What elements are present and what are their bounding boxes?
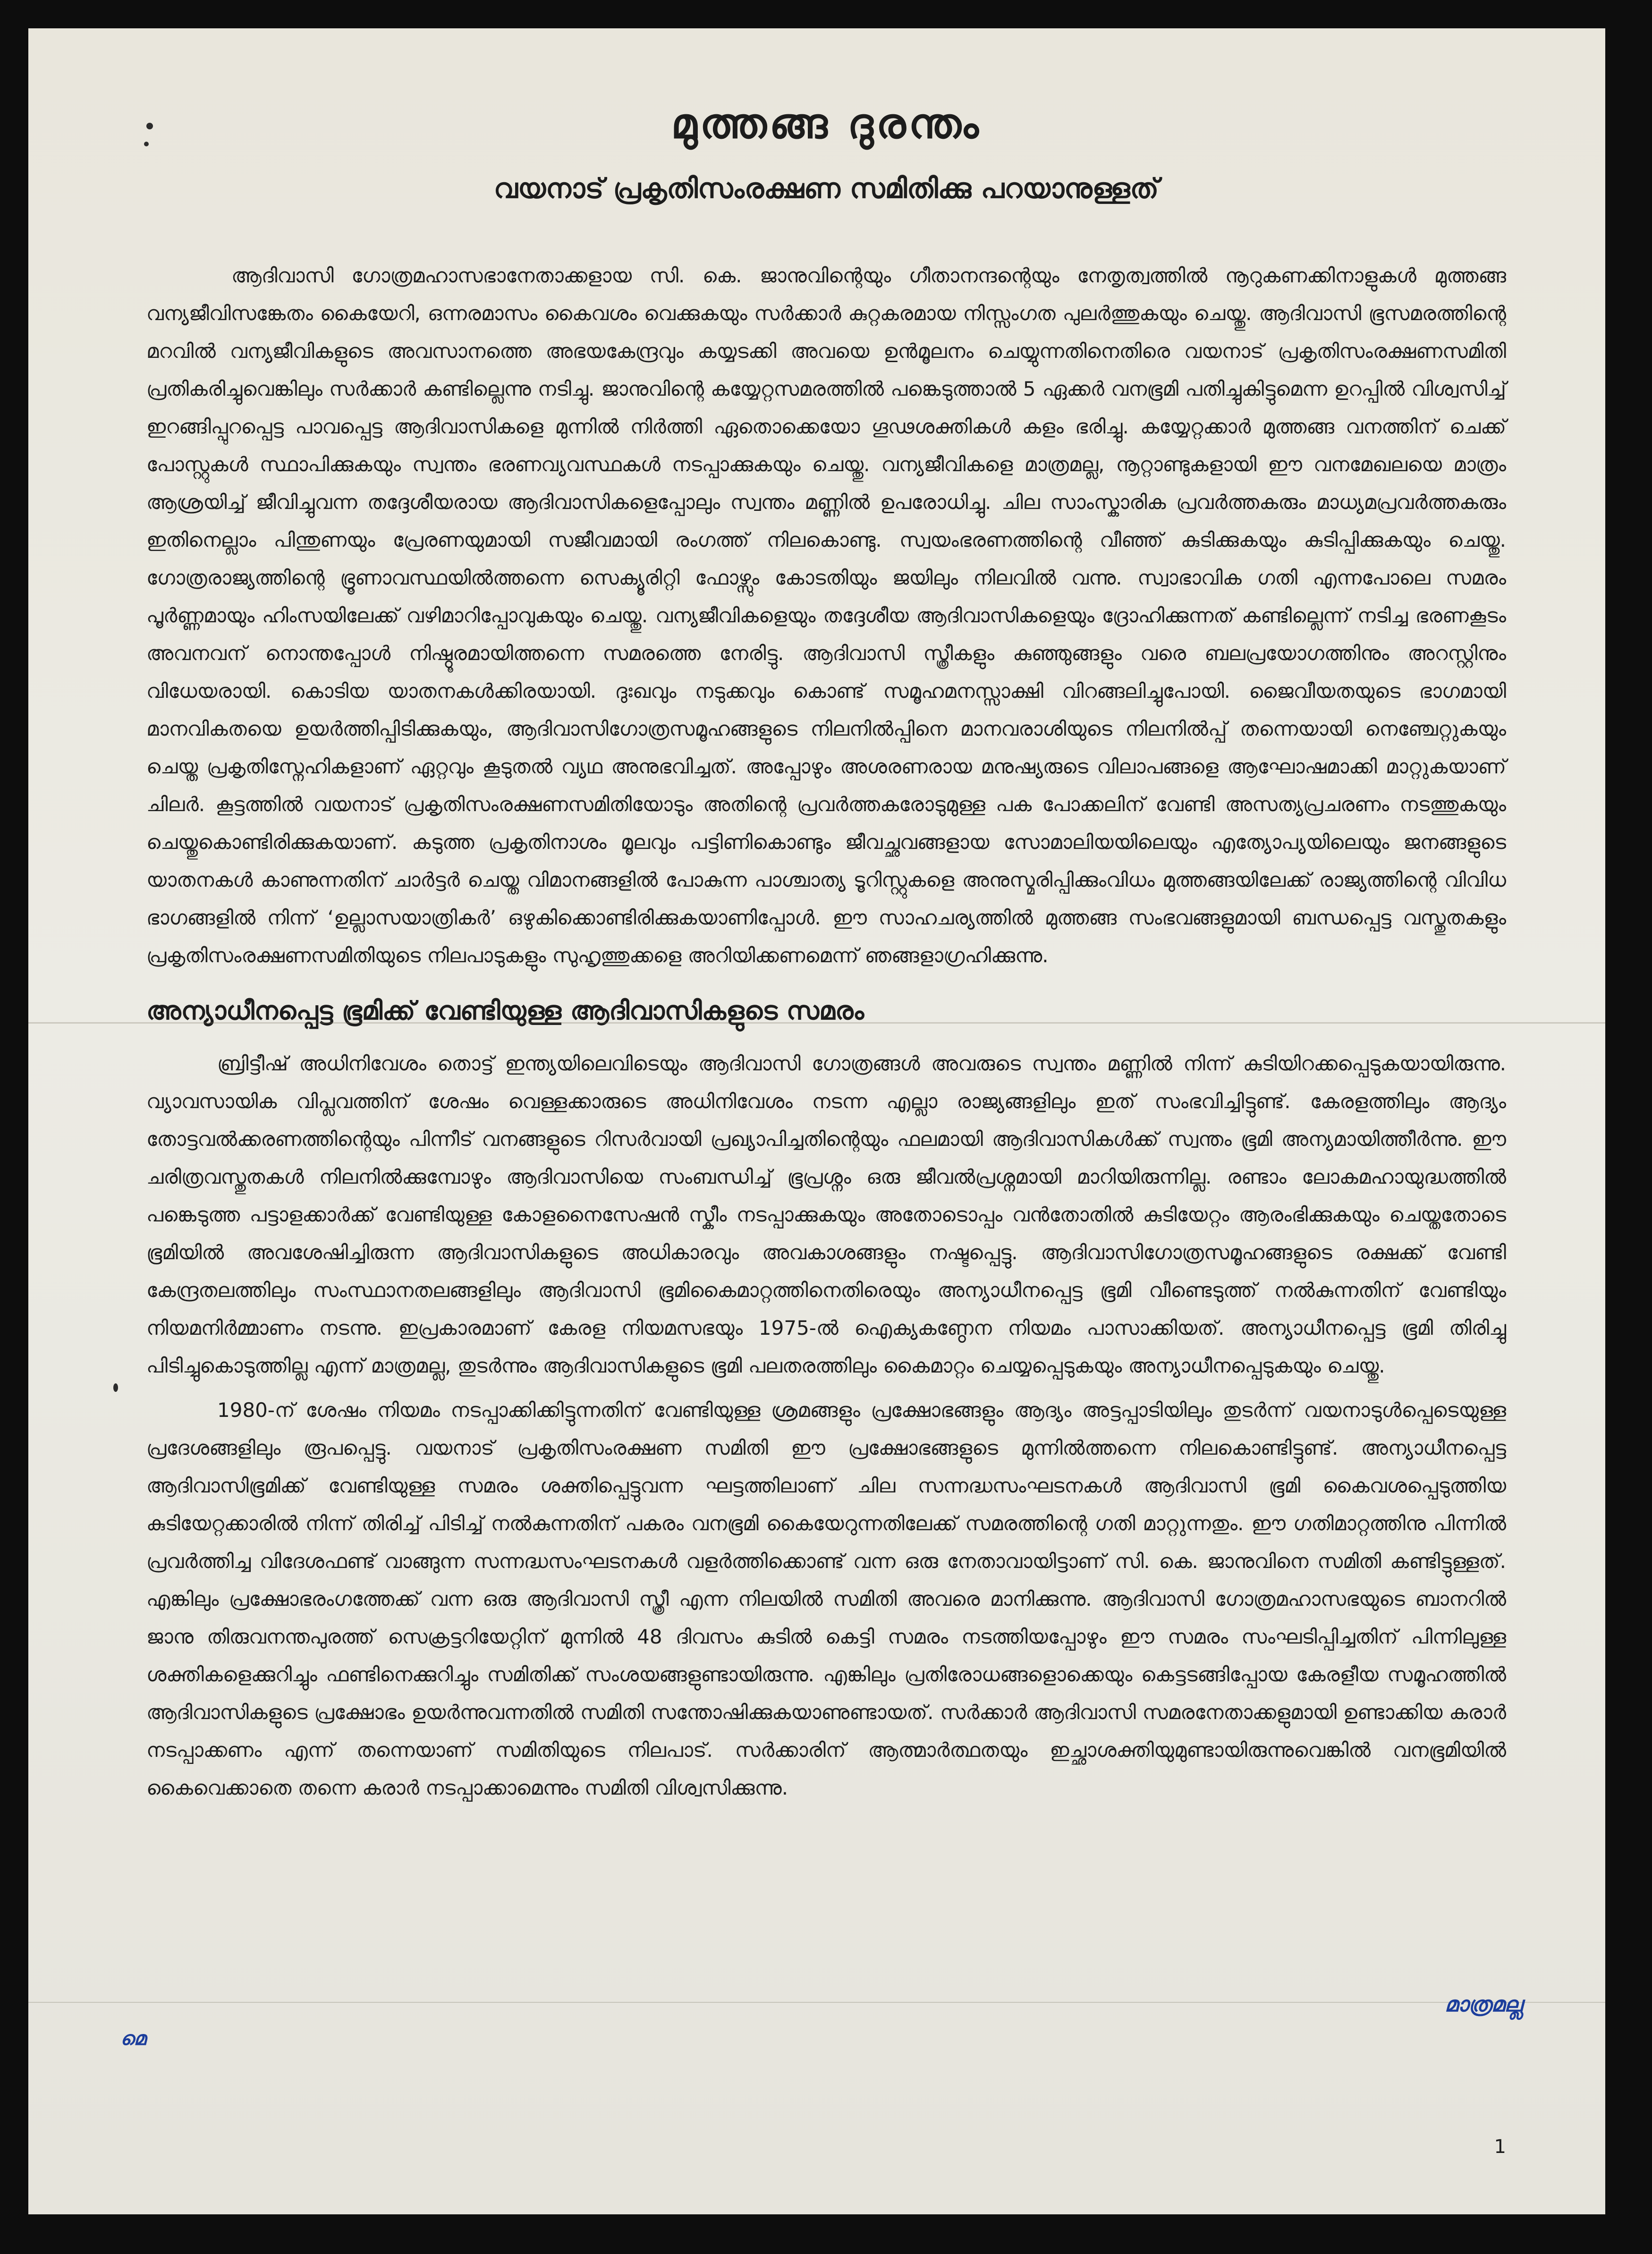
handwritten-margin-note: മാത്രമല്ല bbox=[1445, 1992, 1523, 2017]
page-subtitle: വയനാട് പ്രകൃതിസംരക്ഷണ സമിതിക്കു പറയാനുള്ളത് bbox=[493, 172, 1159, 204]
intro-paragraph: ആദിവാസി ഗോത്രമഹാസഭാനേതാക്കളായ സി. കെ. ജാനുവിന്റെയും ഗീതാനന്ദന്റെയും നേതൃത്വത്തിൽ നൂറുകണക്കിനാളുകൾ മുത്തങ്ങ വന്യജീവിസങ്കേതം കൈയേറി, ഒന്നരമാസം കൈവശം വെക്കുകയും സർക്കാർ കുറ്റകരമായ നിസ്സംഗത പുലർത്തുകയും ചെയ്തു. ആദിവാസി ഭൂസമരത്തിന്റെ മറവിൽ വന്യജീവികളുടെ അവസാനത്തെ അഭയകേന്ദ്രവും കയ്യടക്കി അവയെ ഉൻമൂലനം ചെയ്യുന്നതിനെതിരെ വയനാട് പ്രകൃതിസംരക്ഷണസമിതി പ്രതികരിച്ചുവെങ്കിലും സർക്കാർ കണ്ടില്ലെന്നു നടിച്ചു. ജാനുവിന്റെ കയ്യേറ്റസമരത്തിൽ പങ്കെടുത്താൽ 5 ഏക്കർ വനഭൂമി പതിച്ചുകിട്ടുമെന്ന ഉറപ്പിൽ വിശ്വസിച്ച് ഇറങ്ങിപ്പുറപ്പെട്ട പാവപ്പെട്ട ആദിവാസികളെ മുന്നിൽ നിർത്തി ഏതൊക്കെയോ ഗൂഢശക്തികൾ കളം ഭരിച്ചു. കയ്യേറ്റക്കാർ മുത്തങ്ങ വനത്തിന് ചെക്ക് പോസ്റ്റുകൾ സ്ഥാപിക്കുകയും സ്വന്തം ഭരണവ്യവസ്ഥകൾ നടപ്പാക്കുകയും ചെയ്തു. വന്യജീവികളെ മാത്രമല്ല, നൂറ്റാണ്ടുകളായി ഈ വനമേഖലയെ മാത്രം ആശ്രയിച്ച് ജീവിച്ചുവന്ന തദ്ദേശീയരായ ആദിവാസികളെപ്പോലും സ്വന്തം മണ്ണിൽ ഉപരോധിച്ചു. ചില സാംസ്കാരിക പ്രവർത്തകരും മാധ്യമപ്രവർത്തകരും ഇതിനെല്ലാം പിന്തുണയും പ്രേരണയുമായി സജീവമായി രംഗത്ത് നിലകൊണ്ടു. സ്വയംഭരണത്തിന്റെ വീഞ്ഞ് കുടിക്കുകയും കുടിപ്പിക്കുകയും ചെയ്തു. ഗോത്രരാജ്യത്തിന്റെ ഭ്രൂണാവസ്ഥയിൽത്തന്നെ സെക്യൂരിറ്റി ഫോഴ്സും കോടതിയും ജയിലും നിലവിൽ വന്നു. സ്വാഭാവിക ഗതി എന്നപോലെ സമരം പൂർണ്ണമായും ഹിംസയിലേക്ക് വഴിമാറിപ്പോവുകയും ചെയ്തു. വന്യജീവികളെയും തദ്ദേശീയ ആദിവാസികളെയും ദ്രോഹിക്കുന്നത് കണ്ടില്ലെന്ന് നടിച്ച ഭരണകൂടം അവനവന് നൊന്തപ്പോൾ നിഷ്ഠൂരമായിത്തന്നെ സമരത്തെ നേരിട്ടു. ആദിവാസി സ്ത്രീകളും കുഞ്ഞുങ്ങളും വരെ ബലപ്രയോഗത്തിനും അറസ്റ്റിനും വിധേയരായി. കൊടിയ യാതനകൾക്കിരയായി. ദുഃഖവും നടുക്കവും കൊണ്ട് സമൂഹമനസ്സാക്ഷി വിറങ്ങലിച്ചുപോയി. ജൈവീയതയുടെ ഭാഗമായി മാനവികതയെ ഉയർത്തിപ്പിടിക്കുകയും, ആദിവാസിഗോത്രസമൂഹങ്ങളുടെ നിലനിൽപ്പിനെ മാനവരാശിയുടെ നിലനിൽപ്പ് തന്നെയായി നെഞ്ചേറ്റുകയും ചെയ്ത പ്രകൃതിസ്നേഹികളാണ് ഏറ്റവും കൂടുതൽ വ്യഥ അനുഭവിച്ചത്. അപ്പോഴും അശരണരായ മനുഷ്യരുടെ വിലാപങ്ങളെ ആഘോഷമാക്കി മാറ്റുകയാണ് ചിലർ. കൂട്ടത്തിൽ വയനാട് പ്രകൃതിസംരക്ഷണസമിതിയോടും അതിന്റെ പ്രവർത്തകരോടുമുള്ള പക പോക്കലിന് വേണ്ടി അസത്യപ്രചരണം നടത്തുകയും ചെയ്തുകൊണ്ടിരിക്കുകയാണ്. കടുത്ത പ്രകൃതിനാശം മൂലവും പട്ടിണികൊണ്ടും ജീവച്ഛവങ്ങളായ സോമാലിയയിലെയും എത്യോപ്യയിലെയും ജനങ്ങളുടെ യാതനകൾ കാണുന്നതിന് ചാർട്ടർ ചെയ്ത വിമാനങ്ങളിൽ പോകുന്ന പാശ്ചാത്യ ടൂറിസ്റ്റുകളെ അനുസ്മരിപ്പിക്കുംവിധം മുത്തങ്ങയിലേക്ക് രാജ്യത്തിന്റെ വിവിധ ഭാഗങ്ങളിൽ നിന്ന് ‘ഉല്ലാസയാത്രികർ’ ഒഴുകിക്കൊണ്ടിരിക്കുകയാണിപ്പോൾ. ഈ സാഹചര്യത്തിൽ മുത്തങ്ങ സംഭവങ്ങളുമായി ബന്ധപ്പെട്ട വസ്തുതകളും പ്രകൃതിസംരക്ഷണസമിതിയുടെ നിലപാടുകളും സുഹൃത്തുക്കളെ അറിയിക്കണമെന്ന് ഞങ്ങളാഗ്രഹിക്കുന്നു. bbox=[146, 264, 1506, 967]
punch-hole bbox=[113, 1383, 118, 1392]
section-paragraph: 1980-ന് ശേഷം നിയമം നടപ്പാക്കിക്കിട്ടുന്നതിന് വേണ്ടിയുള്ള ശ്രമങ്ങളും പ്രക്ഷോഭങ്ങളും ആദ്യം അട്ടപ്പാടിയിലും തുടർന്ന് വയനാടുൾപ്പെടെയുള്ള പ്രദേശങ്ങളിലും രൂപപ്പെട്ടു. വയനാട് പ്രകൃതിസംരക്ഷണ സമിതി ഈ പ്രക്ഷോഭങ്ങളുടെ മുന്നിൽത്തന്നെ നിലകൊണ്ടിട്ടുണ്ട്. അന്യാധീനപ്പെട്ട ആദിവാസിഭൂമിക്ക് വേണ്ടിയുള്ള സമരം ശക്തിപ്പെട്ടുവന്ന ഘട്ടത്തിലാണ് ചില സന്നദ്ധസംഘടനകൾ ആദിവാസി ഭൂമി കൈവശപ്പെടുത്തിയ കുടിയേറ്റക്കാരിൽ നിന്ന് തിരിച്ച് പിടിച്ച് നൽകുന്നതിന് പകരം വനഭൂമി കൈയേറുന്നതിലേക്ക് സമരത്തിന്റെ ഗതി മാറ്റുന്നതും. ഈ ഗതിമാറ്റത്തിനു പിന്നിൽ പ്രവർത്തിച്ച വിദേശഫണ്ട് വാങ്ങുന്ന സന്നദ്ധസംഘടനകൾ വളർത്തിക്കൊണ്ട് വന്ന ഒരു നേതാവായിട്ടാണ് സി. കെ. ജാനുവിനെ സമിതി കണ്ടിട്ടുള്ളത്. എങ്കിലും പ്രക്ഷോഭരംഗത്തേക്ക് വന്ന ഒരു ആദിവാസി സ്ത്രീ എന്ന നിലയിൽ സമിതി അവരെ മാനിക്കുന്നു. ആദിവാസി ഗോത്രമഹാസഭയുടെ ബാനറിൽ ജാനു തിരുവനന്തപുരത്ത് സെക്രട്ടറിയേറ്റിന് മുന്നിൽ 48 ദിവസം കുടിൽ കെട്ടി സമരം നടത്തിയപ്പോഴും ഈ സമരം സംഘടിപ്പിച്ചതിന് പിന്നിലുള്ള ശക്തികളെക്കുറിച്ചും ഫണ്ടിനെക്കുറിച്ചും സമിതിക്ക് സംശയങ്ങളുണ്ടായിരുന്നു. എങ്കിലും പ്രതിരോധങ്ങളൊക്കെയും കെട്ടടങ്ങിപ്പോയ കേരളീയ സമൂഹത്തിൽ ആദിവാസികളുടെ പ്രക്ഷോഭം ഉയർന്നുവന്നതിൽ സമിതി സന്തോഷിക്കുകയാണുണ്ടായത്. സർക്കാർ ആദിവാസി സമരനേതാക്കളുമായി ഉണ്ടാക്കിയ കരാർ നടപ്പാക്കണം എന്ന് തന്നെയാണ് സമിതിയുടെ നിലപാട്. സർക്കാരിന് ആത്മാർത്ഥതയും ഇച്ഛാശക്തിയുമുണ്ടായിരുന്നുവെങ്കിൽ വനഭൂമിയിൽ കൈവെക്കാതെ തന്നെ കരാർ നടപ്പാക്കാമെന്നും സമിതി വിശ്വസിക്കുന്നു. bbox=[146, 1398, 1506, 1799]
punch-hole bbox=[144, 142, 149, 146]
page-title: മുത്തങ്ങ ദുരന്തം bbox=[671, 99, 982, 148]
page-number: 1 bbox=[1494, 2136, 1506, 2158]
paper-fold-line bbox=[28, 2002, 1605, 2003]
section-paragraph: ബ്രിട്ടീഷ് അധിനിവേശം തൊട്ട് ഇന്ത്യയിലെവിടെയും ആദിവാസി ഗോത്രങ്ങൾ അവരുടെ സ്വന്തം മണ്ണിൽ നിന്ന് കുടിയിറക്കപ്പെടുകയായിരുന്നു. വ്യാവസായിക വിപ്ലവത്തിന് ശേഷം വെള്ളക്കാരുടെ അധിനിവേശം നടന്ന എല്ലാ രാജ്യങ്ങളിലും ഇത് സംഭവിച്ചിട്ടുണ്ട്. കേരളത്തിലും ആദ്യം തോട്ടവൽക്കരണത്തിന്റെയും പിന്നീട് വനങ്ങളുടെ റിസർവായി പ്രഖ്യാപിച്ചതിന്റെയും ഫലമായി ആദിവാസികൾക്ക് സ്വന്തം ഭൂമി അന്യമായിത്തീർന്നു. ഈ ചരിത്രവസ്തുതകൾ നിലനിൽക്കുമ്പോഴും ആദിവാസിയെ സംബന്ധിച്ച് ഭൂപ്രശ്നം ഒരു ജീവൽപ്രശ്നമായി മാറിയിരുന്നില്ല. രണ്ടാം ലോകമഹായുദ്ധത്തിൽ പങ്കെടുത്ത പട്ടാളക്കാർക്ക് വേണ്ടിയുള്ള കോളനൈസേഷൻ സ്കീം നടപ്പാക്കുകയും അതോടൊപ്പം വൻതോതിൽ കുടിയേറ്റം ആരംഭിക്കുകയും ചെയ്തതോടെ ഭൂമിയിൽ അവശേഷിച്ചിരുന്ന ആദിവാസികളുടെ അധികാരവും അവകാശങ്ങളും നഷ്ടപ്പെട്ടു. ആദിവാസിഗോത്രസമൂഹങ്ങളുടെ രക്ഷക്ക് വേണ്ടി കേന്ദ്രതലത്തിലും സംസ്ഥാനതലങ്ങളിലും ആദിവാസി ഭൂമികൈമാറ്റത്തിനെതിരെയും അന്യാധീനപ്പെട്ട ഭൂമി വീണ്ടെടുത്ത് നൽകുന്നതിന് വേണ്ടിയും നിയമനിർമ്മാണം നടന്നു. ഇപ്രകാരമാണ് കേരള നിയമസഭയും 1975-ൽ ഐക്യകണ്ഠേന നിയമം പാസാക്കിയത്. അന്യാധീനപ്പെട്ട ഭൂമി തിരിച്ചു പിടിച്ചുകൊടുത്തില്ല എന്ന് മാത്രമല്ല, തുടർന്നും ആദിവാസികളുടെ ഭൂമി പലതരത്തിലും കൈമാറ്റം ചെയ്യപ്പെടുകയും അന്യാധീനപ്പെടുകയും ചെയ്തു. bbox=[146, 1052, 1506, 1377]
punch-hole bbox=[146, 123, 153, 129]
paper-fold-line bbox=[28, 1022, 1605, 1024]
document-page bbox=[28, 28, 1605, 2214]
section-heading: അന്യാധീനപ്പെട്ട ഭൂമിക്ക് വേണ്ടിയുള്ള ആദിവാസികളുടെ സമരം bbox=[146, 996, 864, 1025]
handwritten-correction: മെ bbox=[120, 2028, 146, 2050]
